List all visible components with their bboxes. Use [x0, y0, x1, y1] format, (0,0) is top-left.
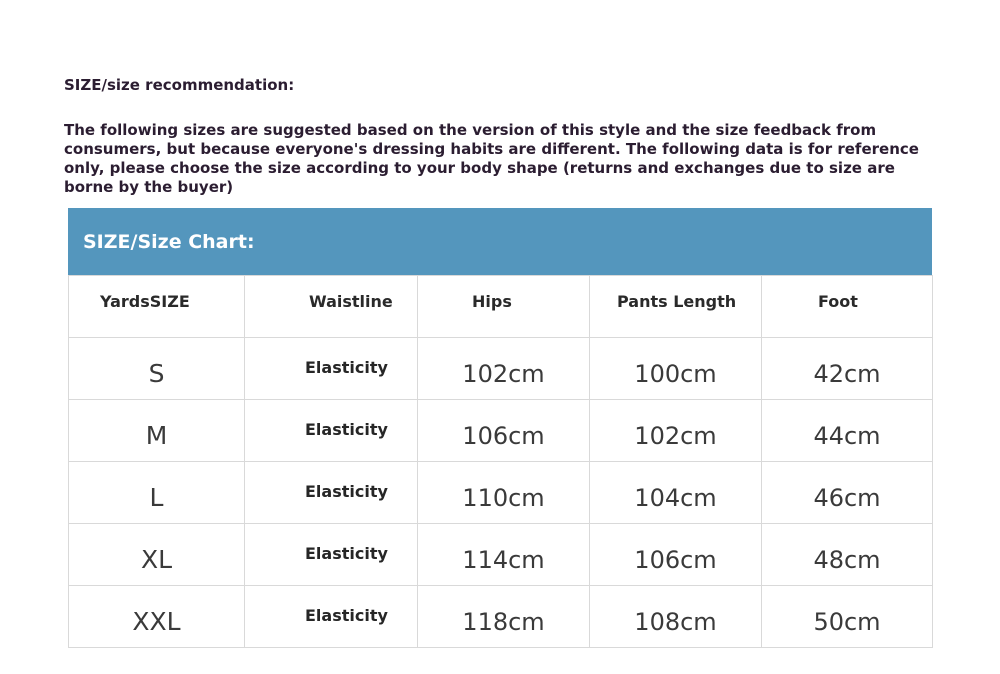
table-row — [69, 338, 933, 400]
foot-cell: 42cm — [762, 338, 933, 400]
column-header-hips: Hips — [418, 276, 590, 338]
size-recommendation-text: The following sizes are suggested based on the version of this style and the size feedback from consumers, but because everyone's dressing habits are different. The following data is for reference only, please choose the size according to your body shape (returns and exchanges due to size are borne by the buyer) — [64, 121, 919, 196]
waistline-cell: Elasticity — [245, 338, 418, 400]
size-cell: L — [69, 462, 245, 524]
pants-length-cell: 102cm — [590, 400, 762, 462]
hips-cell: 106cm — [418, 400, 590, 462]
foot-cell: 50cm — [762, 586, 933, 648]
column-header-foot: Foot — [762, 276, 933, 338]
table-row — [69, 400, 933, 462]
column-header-size: YardsSIZE — [69, 276, 245, 338]
hips-cell: 110cm — [418, 462, 590, 524]
size-recommendation-heading: SIZE/size recommendation: — [64, 76, 295, 94]
waistline-cell: Elasticity — [245, 524, 418, 586]
hips-cell: 118cm — [418, 586, 590, 648]
table-row — [69, 524, 933, 586]
waistline-cell: Elasticity — [245, 586, 418, 648]
hips-cell: 114cm — [418, 524, 590, 586]
foot-cell: 46cm — [762, 462, 933, 524]
table-row — [69, 462, 933, 524]
size-table — [68, 275, 933, 648]
pants-length-cell: 108cm — [590, 586, 762, 648]
size-cell: M — [69, 400, 245, 462]
table-row — [69, 586, 933, 648]
foot-cell: 44cm — [762, 400, 933, 462]
size-chart — [68, 208, 932, 648]
pants-length-cell: 104cm — [590, 462, 762, 524]
size-chart-header — [68, 208, 932, 275]
size-chart-title: SIZE/Size Chart: — [83, 230, 255, 253]
column-header-waistline: Waistline — [245, 276, 418, 338]
size-cell: S — [69, 338, 245, 400]
pants-length-cell: 100cm — [590, 338, 762, 400]
size-cell: XL — [69, 524, 245, 586]
pants-length-cell: 106cm — [590, 524, 762, 586]
size-cell: XXL — [69, 586, 245, 648]
table-header-row — [69, 276, 933, 338]
waistline-cell: Elasticity — [245, 462, 418, 524]
foot-cell: 48cm — [762, 524, 933, 586]
hips-cell: 102cm — [418, 338, 590, 400]
column-header-pants-length: Pants Length — [590, 276, 762, 338]
waistline-cell: Elasticity — [245, 400, 418, 462]
